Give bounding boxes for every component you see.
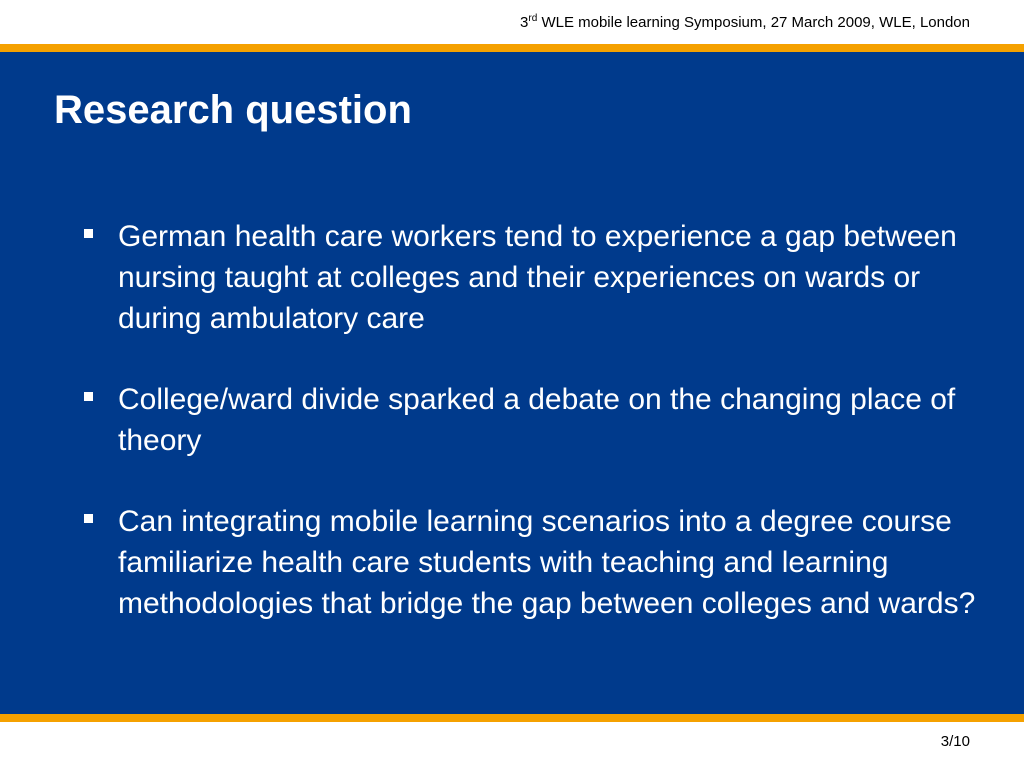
bullet-item — [80, 501, 980, 624]
bullet-text: Can integrating mobile learning scenarios into a degree course familiarize health care students with teaching and learning methodologies that bridge the gap between colleges and wards? — [118, 505, 976, 620]
square-bullet-icon — [84, 514, 93, 523]
top-accent-bar — [0, 44, 1024, 52]
bullet-text: German health care workers tend to experience a gap between nursing taught at colleges and their experiences on wards or during ambulatory care — [118, 220, 957, 335]
header-text: WLE mobile learning Symposium, 27 March 2009, WLE, London — [537, 14, 970, 31]
square-bullet-icon — [84, 229, 93, 238]
header-prefix: 3 — [520, 14, 529, 31]
page-number: 3/10 — [940, 733, 970, 750]
slide-title: Research question — [54, 88, 412, 132]
bullet-item — [80, 216, 980, 339]
square-bullet-icon — [84, 392, 93, 401]
conference-header — [520, 14, 970, 31]
bullet-item — [80, 379, 980, 461]
bullet-list — [80, 216, 980, 664]
bottom-accent-bar — [0, 714, 1024, 722]
bullet-text: College/ward divide sparked a debate on the changing place of theory — [118, 383, 956, 457]
header-superscript: rd — [528, 13, 538, 24]
